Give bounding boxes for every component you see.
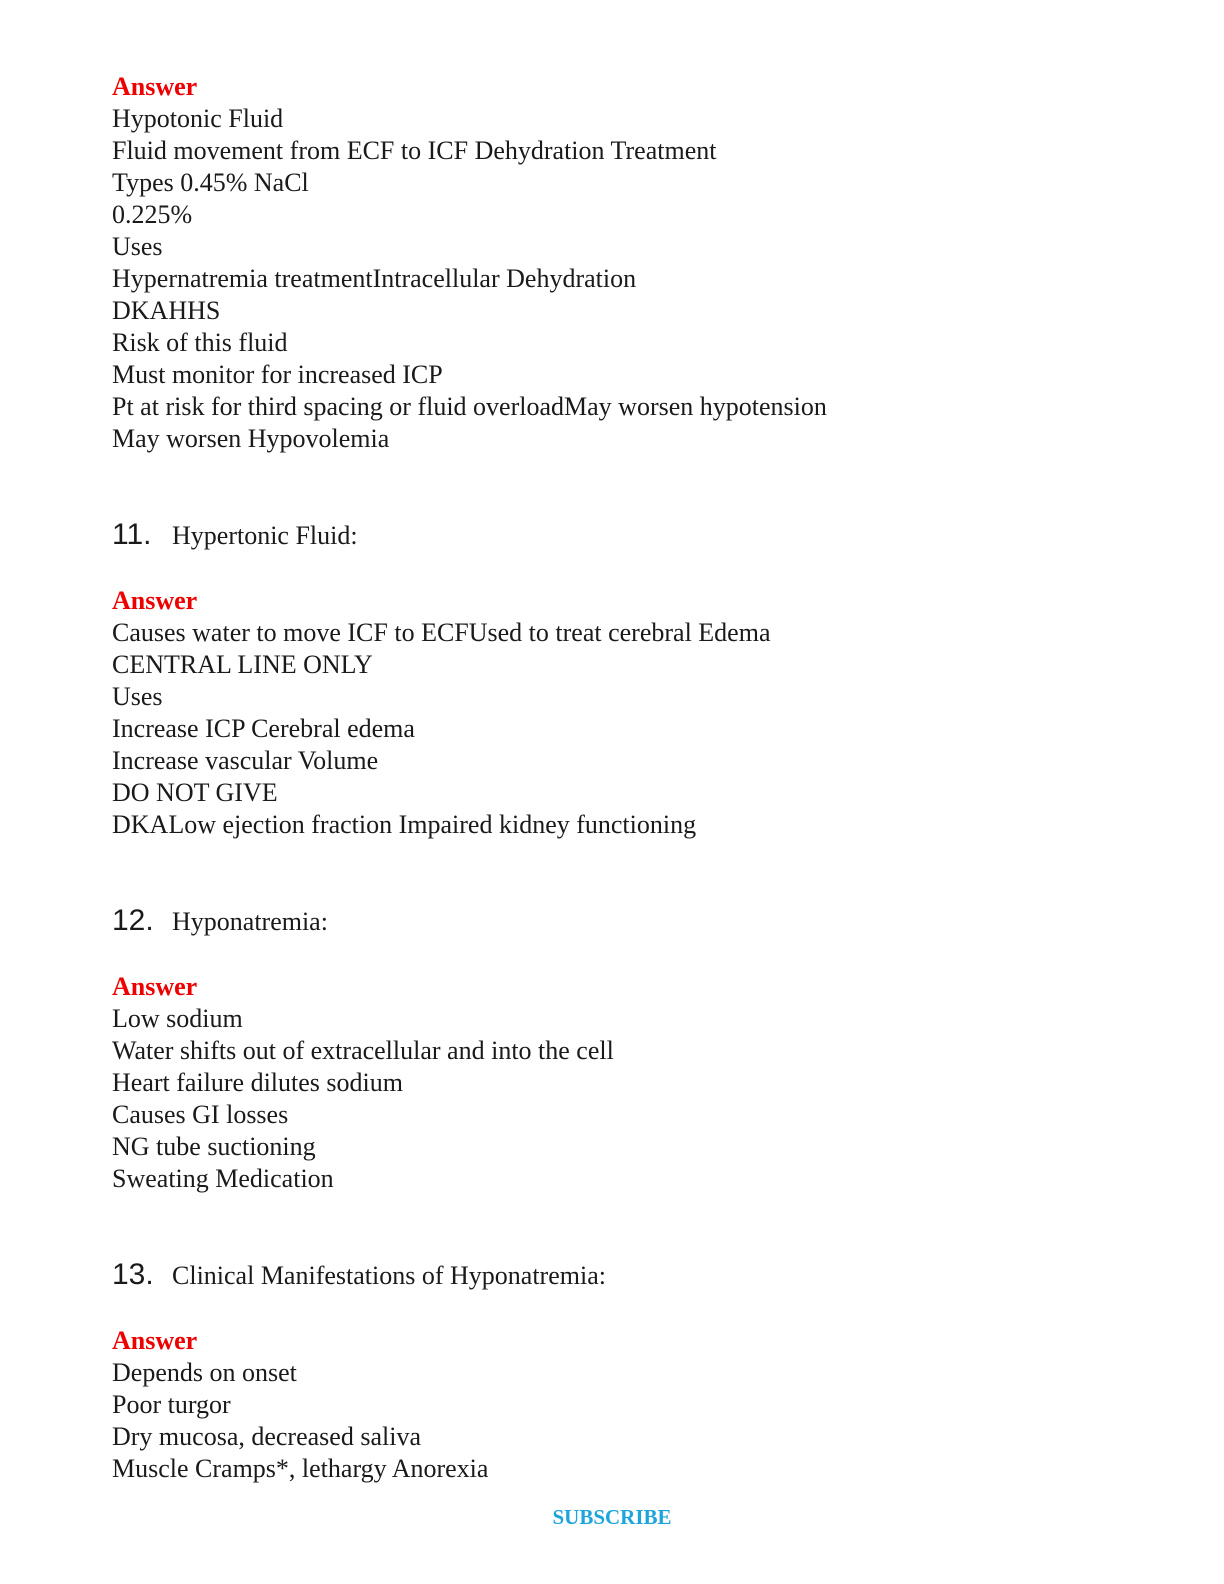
answer-line: Increase ICP Cerebral edema bbox=[112, 714, 415, 743]
answer-line: DKALow ejection fraction Impaired kidney functioning bbox=[112, 810, 697, 839]
subscribe-link[interactable]: SUBSCRIBE bbox=[552, 1505, 672, 1529]
answer-line: Poor turgor bbox=[112, 1390, 231, 1419]
answer-line: DO NOT GIVE bbox=[112, 778, 278, 807]
answer-line: CENTRAL LINE ONLY bbox=[112, 650, 373, 679]
answer-line: Fluid movement from ECF to ICF Dehydration Treatment bbox=[112, 136, 717, 165]
answer-line: Must monitor for increased ICP bbox=[112, 360, 443, 389]
answer-line: Dry mucosa, decreased saliva bbox=[112, 1422, 421, 1451]
question-number: 12. bbox=[112, 904, 154, 937]
answer-line: Risk of this fluid bbox=[112, 328, 288, 357]
answer-line: Pt at risk for third spacing or fluid overloadMay worsen hypotension bbox=[112, 392, 827, 421]
answer-line: 0.225% bbox=[112, 200, 193, 229]
question-12 bbox=[112, 901, 328, 941]
question-number: 11. bbox=[112, 518, 152, 551]
answer-line: Hypernatremia treatmentIntracellular Dehydration bbox=[112, 264, 637, 293]
question-number: 13. bbox=[112, 1258, 154, 1291]
answer-block-11 bbox=[112, 585, 1112, 841]
question-13 bbox=[112, 1255, 606, 1295]
answer-line: DKAHHS bbox=[112, 296, 221, 325]
answer-line: Uses bbox=[112, 232, 163, 261]
answer-block-12 bbox=[112, 971, 1112, 1195]
answer-label: Answer bbox=[112, 972, 198, 1001]
answer-line: Increase vascular Volume bbox=[112, 746, 379, 775]
answer-line: Causes water to move ICF to ECFUsed to treat cerebral Edema bbox=[112, 618, 771, 647]
answer-line: Low sodium bbox=[112, 1004, 243, 1033]
answer-label: Answer bbox=[112, 586, 198, 615]
answer-block-13 bbox=[112, 1325, 1112, 1485]
question-11 bbox=[112, 515, 358, 555]
answer-line: Muscle Cramps*, lethargy Anorexia bbox=[112, 1454, 489, 1483]
answer-label: Answer bbox=[112, 1326, 198, 1355]
answer-line: Heart failure dilutes sodium bbox=[112, 1068, 403, 1097]
answer-line: NG tube suctioning bbox=[112, 1132, 316, 1161]
answer-line: Hypotonic Fluid bbox=[112, 104, 284, 133]
answer-line: Types 0.45% NaCl bbox=[112, 168, 309, 197]
question-text: Clinical Manifestations of Hyponatremia: bbox=[172, 1261, 606, 1290]
answer-line: Depends on onset bbox=[112, 1358, 297, 1387]
answer-line: Sweating Medication bbox=[112, 1164, 334, 1193]
answer-line: Uses bbox=[112, 682, 163, 711]
question-text: Hypertonic Fluid: bbox=[172, 521, 358, 550]
answer-line: Causes GI losses bbox=[112, 1100, 289, 1129]
answer-block-10 bbox=[112, 71, 1112, 455]
question-text: Hyponatremia: bbox=[172, 907, 328, 936]
answer-label: Answer bbox=[112, 72, 198, 101]
answer-line: May worsen Hypovolemia bbox=[112, 424, 390, 453]
answer-line: Water shifts out of extracellular and into the cell bbox=[112, 1036, 614, 1065]
